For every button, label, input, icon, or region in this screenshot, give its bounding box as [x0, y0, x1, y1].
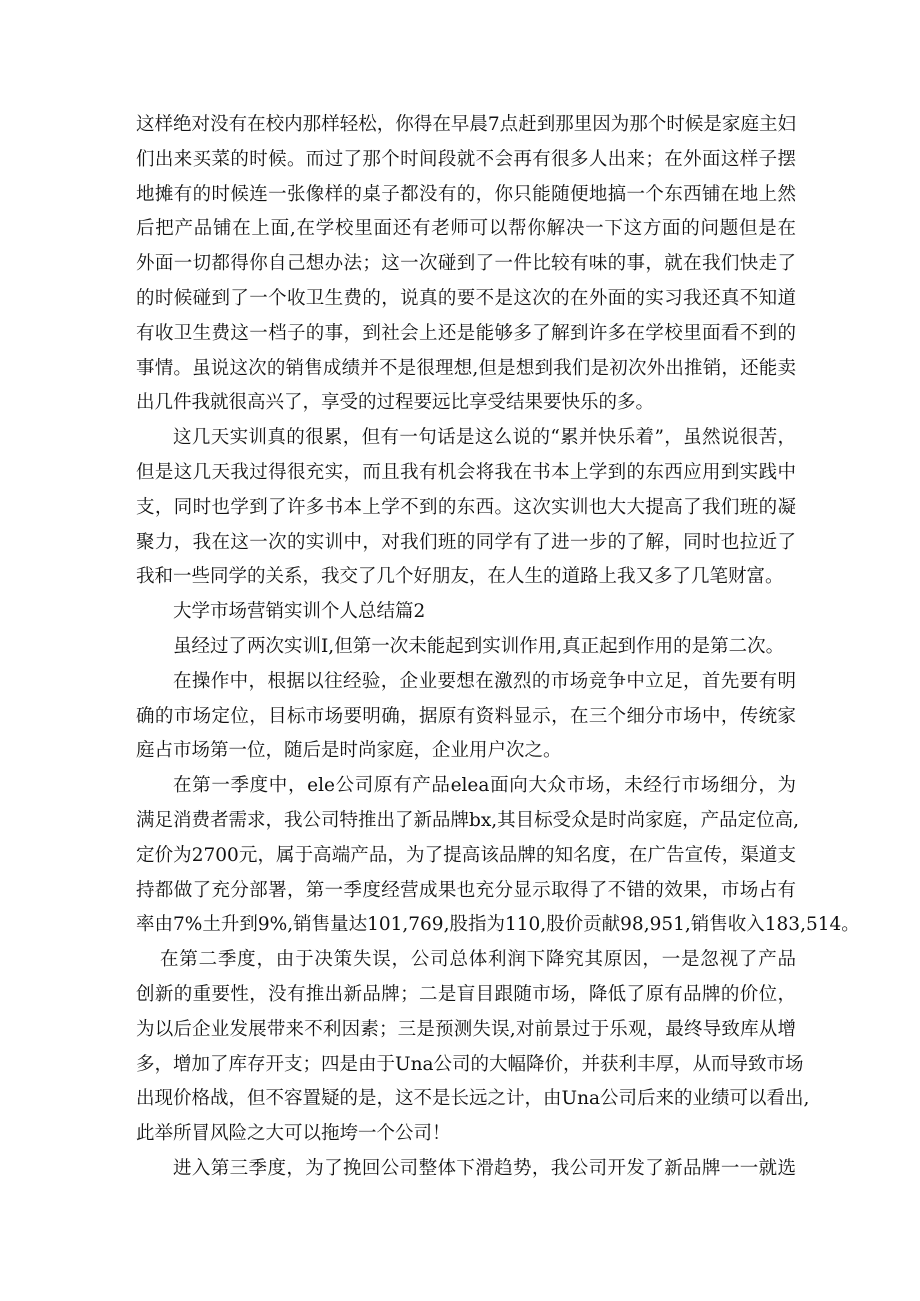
- text-line-26: 创新的重要性，没有推出新品牌；二是盲目跟随市场，降低了原有品牌的价位，: [136, 983, 796, 1005]
- text-line-21: 满足消费者需求，我公司特推出了新品牌bx,其目标受众是时尚家庭，产品定位高,: [136, 809, 800, 831]
- text-line-17: 在操作中，根据以往经验，企业要想在激烈的市场竞争中立足，首先要有明: [173, 670, 796, 692]
- text-line-2: 们出来买菜的时候。而过了那个时间段就不会再有很多人出来；在外面这样子摆: [136, 148, 796, 170]
- text-line-9: 出几件我就很高兴了，享受的过程要远比享受结果要快乐的多。: [136, 392, 655, 414]
- document-body: [136, 108, 860, 1187]
- text-line-25: 在第二季度，由于决策失误，公司总体利润下降究其原因，一是忽视了产品: [160, 949, 796, 971]
- text-line-23: 持都做了充分部署，第一季度经营成果也充分显示取得了不错的效果，市场占有: [136, 879, 796, 901]
- text-line-11: 但是这几天我过得很充实，而且我有机会将我在书本上学到的东西应用到实践中: [136, 461, 796, 483]
- text-line-12: 支，同时也学到了许多书本上学不到的东西。这次实训也大大提高了我们班的凝: [136, 496, 796, 518]
- text-line-20: 在第一季度中，ele公司原有产品elea面向大众市场，未经行市场细分，为: [173, 775, 796, 797]
- text-line-22: 定价为2700元，属于高端产品，为了提高该品牌的知名度，在广告宣传，渠道支: [136, 844, 796, 866]
- text-line-14: 我和一些同学的关系，我交了几个好朋友，在人生的道路上我又多了几笔财富。: [136, 566, 784, 588]
- text-line-8: 事情。虽说这次的销售成绩并不是很理想,但是想到我们是初次外出推销，还能卖: [136, 357, 796, 379]
- text-line-3: 地摊有的时候连一张像样的桌子都没有的，你只能随便地搞一个东西铺在地上然: [136, 183, 796, 205]
- text-line-29: 出现价格战，但不容置疑的是，这不是长远之计，由Una公司后来的业绩可以看出,: [136, 1088, 810, 1110]
- text-line-28: 多，增加了库存开支；四是由于Una公司的大幅降价，并获利丰厚，从而导致市场: [136, 1053, 804, 1075]
- text-line-24: 率由7%土升到9%,销售量达101,769,股指为110,股价贡献98,951,销售收入183,514。: [136, 914, 860, 936]
- text-line-7: 有收卫生费这一档子的事，到社会上还是能够多了解到许多在学校里面看不到的: [136, 322, 796, 344]
- text-line-1: 这样绝对没有在校内那样轻松，你得在早晨7点赶到那里因为那个时候是家庭主妇: [136, 114, 796, 135]
- text-line-10: 这几天实训真的很累，但有一句话是这么说的“累并快乐着”，虽然说很苦，: [173, 427, 796, 449]
- text-line-27: 为以后企业发展带来不利因素；三是预测失误,对前景过于乐观，最终导致库从增: [136, 1018, 796, 1040]
- text-line-19: 庭占市场第一位，随后是时尚家庭，企业用户次之。: [136, 740, 562, 762]
- text-line-18: 确的市场定位，目标市场要明确，据原有资料显示，在三个细分市场中，传统家: [136, 705, 796, 727]
- text-line-13: 聚力，我在这一次的实训中，对我们班的同学有了进一步的了解，同时也拉近了: [136, 531, 796, 553]
- text-line-30: 此举所冒风险之大可以拖垮一个公司！: [136, 1123, 451, 1145]
- text-line-4: 后把产品铺在上面,在学校里面还有老师可以帮你解决一下这方面的问题但是在: [136, 218, 796, 240]
- section-heading: 大学市场营销实训个人总结篇2: [173, 601, 426, 623]
- text-line-31: 进入第三季度，为了挽回公司整体下滑趋势，我公司开发了新品牌一一就选: [173, 1157, 796, 1179]
- text-line-16: 虽经过了两次实训I,但第一次未能起到实训作用,真正起到作用的是第二次。: [173, 635, 785, 657]
- text-line-6: 的时候碰到了一个收卫生费的，说真的要不是这次的在外面的实习我还真不知道: [136, 287, 796, 309]
- text-line-5: 外面一切都得你自己想办法；这一次碰到了一件比较有味的事，就在我们快走了: [136, 253, 796, 275]
